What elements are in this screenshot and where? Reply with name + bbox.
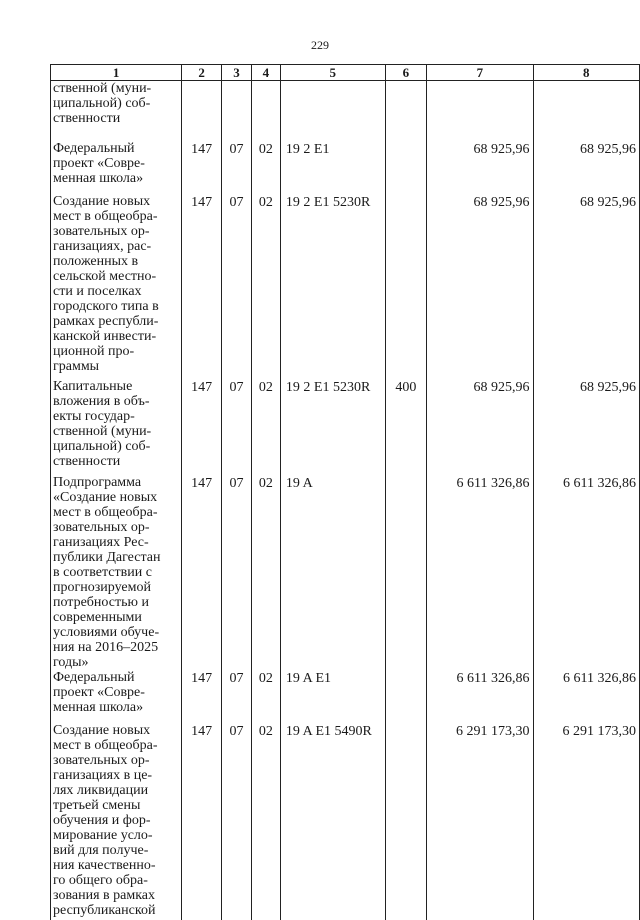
- header-col-3: 3: [222, 65, 252, 81]
- subsection-code-cell: 02: [251, 670, 280, 723]
- row-name-cell: Создание новых мест в общеобра- зовательных ор- ганизациях, рас- положенных в сельской местно- сти и поселках городского типа в рамках республи- канской инвести- ционной про- граммы: [51, 194, 182, 379]
- amount-col-7-cell: 6 291 173,30: [427, 723, 533, 920]
- amount-col-8-cell: 68 925,96: [533, 194, 639, 379]
- amount-col-7-cell: 68 925,96: [427, 194, 533, 379]
- header-col-7: 7: [427, 65, 533, 81]
- subsection-code-cell: 02: [251, 475, 280, 670]
- ministry-code-cell: 147: [182, 475, 222, 670]
- subsection-code-cell: 02: [251, 194, 280, 379]
- section-code-cell: 07: [222, 141, 252, 194]
- header-col-4: 4: [251, 65, 280, 81]
- row-name-cell: Капитальные вложения в объ- екты государ- ственной (муни- ципальной) соб- ственности: [51, 379, 182, 475]
- amount-col-8-cell: 68 925,96: [533, 379, 639, 475]
- target-code-cell: 19 A: [280, 475, 385, 670]
- expense-type-cell: [385, 141, 427, 194]
- ministry-code-cell: 147: [182, 141, 222, 194]
- section-code-cell: 07: [222, 475, 252, 670]
- target-code-cell: [280, 81, 385, 141]
- section-code-cell: 07: [222, 670, 252, 723]
- section-code-cell: [222, 81, 252, 141]
- ministry-code-cell: 147: [182, 194, 222, 379]
- amount-col-7-cell: 6 611 326,86: [427, 475, 533, 670]
- header-col-1: 1: [51, 65, 182, 81]
- table-row: [51, 723, 640, 920]
- amount-col-7-cell: 68 925,96: [427, 379, 533, 475]
- amount-col-8-cell: 6 611 326,86: [533, 670, 639, 723]
- subsection-code-cell: [251, 81, 280, 141]
- table-row: [51, 141, 640, 194]
- target-code-cell: 19 2 E1 5230R: [280, 379, 385, 475]
- amount-col-8-cell: 6 291 173,30: [533, 723, 639, 920]
- row-name-cell: Подпрограмма «Создание новых мест в общеобра- зовательных ор- ганизациях Рес- публики Дагестан в соответствии с прогнозируемой потребностью и современными условиями обуче- ния на 2016–2025 годы»: [51, 475, 182, 670]
- ministry-code-cell: [182, 81, 222, 141]
- expense-type-cell: 400: [385, 379, 427, 475]
- amount-col-7-cell: 68 925,96: [427, 141, 533, 194]
- subsection-code-cell: 02: [251, 141, 280, 194]
- header-col-6: 6: [385, 65, 427, 81]
- amount-col-8-cell: [533, 81, 639, 141]
- table-row: [51, 194, 640, 379]
- ministry-code-cell: 147: [182, 379, 222, 475]
- ministry-code-cell: 147: [182, 670, 222, 723]
- section-code-cell: 07: [222, 194, 252, 379]
- section-code-cell: 07: [222, 379, 252, 475]
- target-code-cell: 19 2 E1 5230R: [280, 194, 385, 379]
- page-number: 229: [311, 38, 329, 52]
- section-code-cell: 07: [222, 723, 252, 920]
- header-col-5: 5: [280, 65, 385, 81]
- budget-table-container: [50, 64, 640, 920]
- table-row: [51, 379, 640, 475]
- subsection-code-cell: 02: [251, 379, 280, 475]
- amount-col-8-cell: 6 611 326,86: [533, 475, 639, 670]
- row-name-cell: Федеральный проект «Совре- менная школа»: [51, 670, 182, 723]
- budget-table: [50, 64, 640, 920]
- expense-type-cell: [385, 81, 427, 141]
- amount-col-8-cell: 68 925,96: [533, 141, 639, 194]
- header-col-2: 2: [182, 65, 222, 81]
- expense-type-cell: [385, 194, 427, 379]
- target-code-cell: 19 A E1: [280, 670, 385, 723]
- row-name-cell: Федеральный проект «Совре- менная школа»: [51, 141, 182, 194]
- row-name-cell: ственной (муни- ципальной) соб- ственности: [51, 81, 182, 141]
- expense-type-cell: [385, 475, 427, 670]
- amount-col-7-cell: [427, 81, 533, 141]
- target-code-cell: 19 A E1 5490R: [280, 723, 385, 920]
- ministry-code-cell: 147: [182, 723, 222, 920]
- table-row: [51, 670, 640, 723]
- subsection-code-cell: 02: [251, 723, 280, 920]
- expense-type-cell: [385, 670, 427, 723]
- row-name-cell: Создание новых мест в общеобра- зовательных ор- ганизациях в це- лях ликвидации третьей смены обучения и фор- мирование усло- вий для получе- ния качественно- го общего обра- зования в рамках республиканской: [51, 723, 182, 920]
- table-row: [51, 475, 640, 670]
- header-col-8: 8: [533, 65, 639, 81]
- target-code-cell: 19 2 E1: [280, 141, 385, 194]
- table-header-row: [51, 65, 640, 81]
- expense-type-cell: [385, 723, 427, 920]
- table-row: [51, 81, 640, 141]
- amount-col-7-cell: 6 611 326,86: [427, 670, 533, 723]
